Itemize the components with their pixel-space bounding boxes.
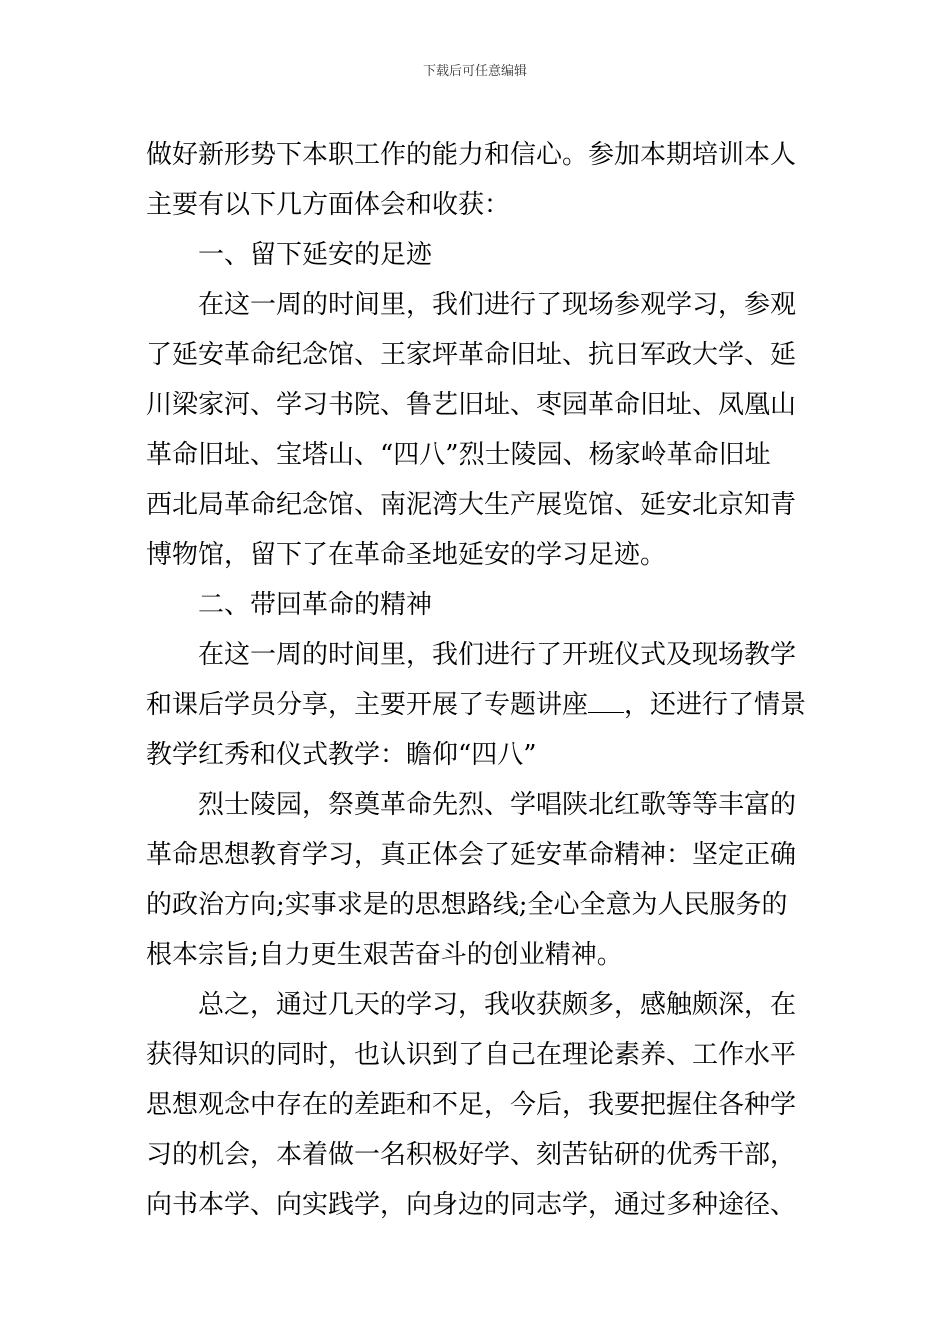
text-line: 向书本学、向实践学，向身边的同志学，通过多种途径、	[146, 1190, 797, 1220]
text-line: 川梁家河、学习书院、鲁艺旧址、枣园革命旧址、凤凰山	[146, 390, 797, 420]
text-line: 革命旧址、宝塔山、“四八”烈士陵园、杨家岭革命旧址	[146, 440, 771, 470]
text-line: 革命思想教育学习，真正体会了延安革命精神：坚定正确	[146, 840, 797, 870]
text-line: 在这一周的时间里，我们进行了开班仪式及现场教学	[198, 640, 797, 670]
section-heading-2: 二、带回革命的精神	[198, 590, 433, 620]
text-line: 的政治方向;实事求是的思想路线;全心全意为人民服务的	[146, 890, 788, 920]
text-line: 了延安革命纪念馆、王家坪革命旧址、抗日军政大学、延	[146, 340, 797, 370]
text-line: 教学红秀和仪式教学：瞻仰“四八”	[146, 740, 537, 770]
section-heading-1: 一、留下延安的足迹	[198, 240, 433, 270]
text-line-with-blank	[146, 680, 806, 730]
fill-in-blank	[588, 688, 624, 713]
text-line: 主要有以下几方面体会和收获：	[146, 190, 511, 220]
text-before-blank: 和课后学员分享，主要开展了专题讲座	[146, 690, 589, 720]
text-line: 思想观念中存在的差距和不足，今后，我要把握住各种学	[146, 1090, 797, 1120]
text-line: 博物馆，留下了在革命圣地延安的学习足迹。	[146, 540, 667, 570]
text-line: 获得知识的同时，也认识到了自己在理论素养、工作水平	[146, 1040, 797, 1070]
text-line: 烈士陵园，祭奠革命先烈、学唱陕北红歌等等丰富的	[198, 790, 797, 820]
text-line: 在这一周的时间里，我们进行了现场参观学习，参观	[198, 290, 797, 320]
text-line: 根本宗旨;自力更生艰苦奋斗的创业精神。	[146, 940, 623, 970]
text-after-blank: ，还进行了情景	[624, 690, 807, 720]
text-line: 总之，通过几天的学习，我收获颇多，感触颇深，在	[198, 990, 797, 1020]
text-line: 西北局革命纪念馆、南泥湾大生产展览馆、延安北京知青	[146, 490, 797, 520]
document-body	[146, 130, 806, 1230]
text-line: 做好新形势下本职工作的能力和信心。参加本期培训本人	[146, 140, 797, 170]
text-line: 习的机会，本着做一名积极好学、刻苦钻研的优秀干部，	[146, 1140, 797, 1170]
page-header: 下载后可任意编辑	[422, 64, 527, 79]
